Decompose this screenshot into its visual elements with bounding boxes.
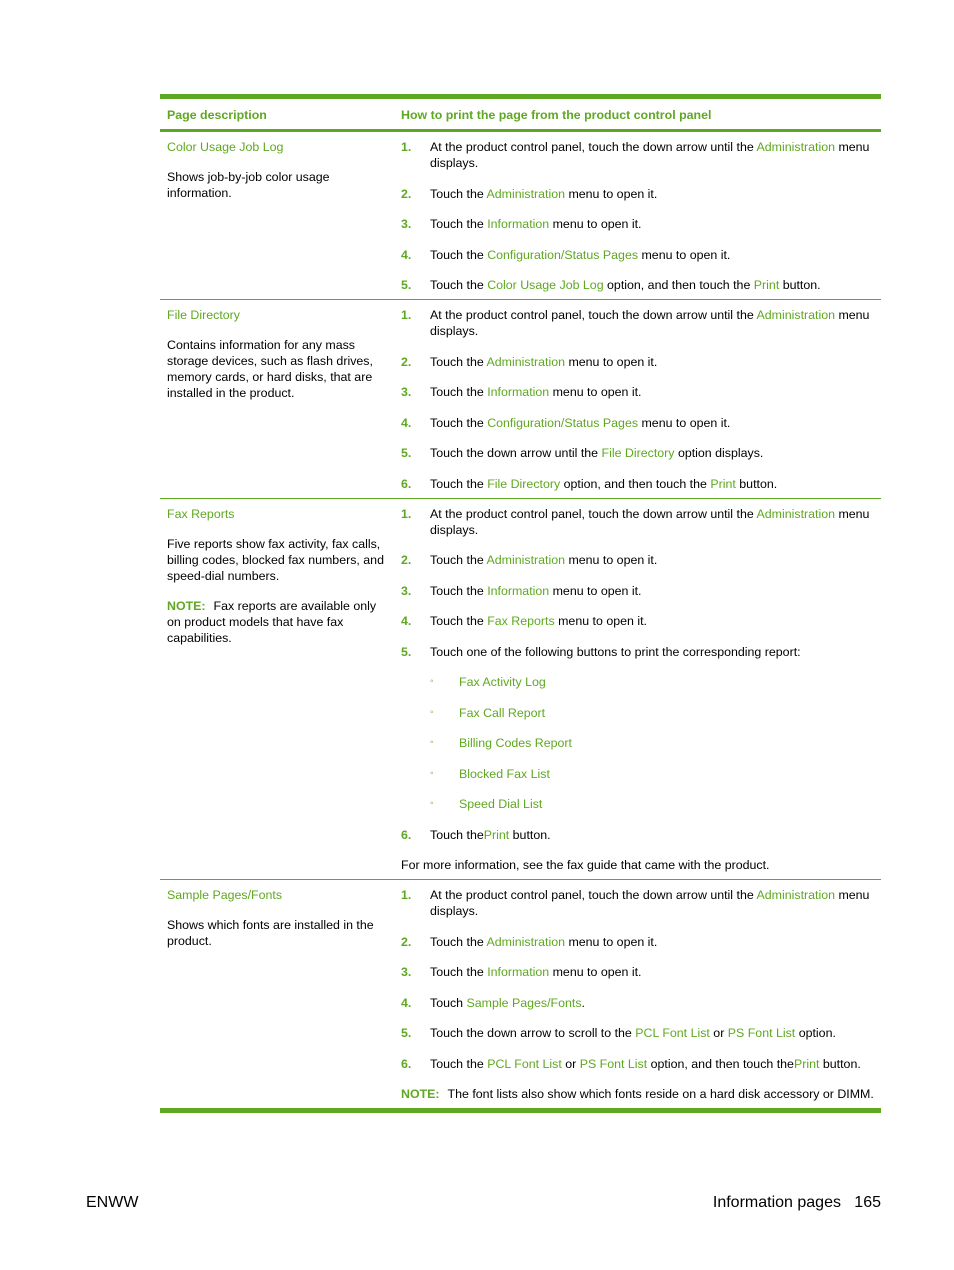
text-run: Touch the — [430, 415, 488, 430]
table-row — [160, 132, 881, 300]
step-number: 2. — [401, 934, 412, 949]
step-text — [430, 354, 877, 370]
text-run: option displays. — [674, 446, 764, 460]
text-run: button. — [779, 278, 821, 292]
menu-term: Administration — [756, 888, 836, 902]
step-number: 5. — [401, 1026, 412, 1040]
step-number: 1. — [401, 506, 412, 521]
page-description-cell — [160, 132, 395, 299]
menu-term: Administration — [486, 553, 566, 567]
description-paragraph — [167, 598, 389, 646]
text-run: menu to open it. — [549, 583, 642, 598]
text-run: button. — [735, 476, 778, 491]
table-header — [160, 99, 881, 132]
page-title: Fax Reports — [167, 506, 235, 521]
footer-page-label: Information pages 165 — [712, 1194, 881, 1211]
text-run: Shows which fonts are installed in the product. — [167, 918, 374, 948]
step-number: 5. — [401, 278, 412, 292]
step-text — [430, 476, 877, 492]
step-number: 5. — [401, 446, 412, 460]
menu-term: Administration — [756, 506, 836, 521]
menu-term: Print — [483, 827, 510, 842]
step-text — [430, 1056, 877, 1072]
text-run: Touch the down arrow until the — [430, 446, 602, 460]
footer-enww: ENWW — [86, 1194, 139, 1211]
text-run: For more information, see the fax guide that came with the product. — [401, 858, 770, 872]
report-list-item — [401, 796, 877, 812]
menu-term: Color Usage Job Log — [487, 278, 604, 292]
step-number: 2. — [401, 186, 412, 201]
text-run: Touch the — [430, 278, 488, 292]
instruction-step — [401, 247, 877, 263]
text-run: Touch the — [430, 614, 488, 628]
text-run: Touch the down arrow to scroll to the — [430, 1026, 636, 1040]
text-run: option, and then touch the — [647, 1056, 794, 1071]
menu-term: File Directory — [601, 446, 675, 460]
menu-term: PCL Font List — [487, 1056, 562, 1071]
step-text — [430, 552, 877, 568]
text-run: menu to open it. — [549, 217, 642, 231]
instruction-step — [401, 139, 877, 171]
text-run: Shows job-by-job color usage information. — [167, 170, 330, 200]
step-number: 4. — [401, 614, 412, 628]
description-paragraph — [167, 536, 389, 584]
text-run: Touch the — [430, 965, 488, 979]
step-text — [430, 186, 877, 202]
step-number: 5. — [401, 644, 412, 659]
report-name — [459, 735, 877, 751]
report-name — [459, 766, 877, 782]
menu-term: Information — [487, 583, 550, 598]
text-run: option, and then touch the — [560, 476, 711, 491]
header-how-to-print: How to print the page from the product control panel — [401, 107, 712, 122]
step-text — [430, 216, 877, 232]
step-text — [430, 415, 877, 431]
text-run: or — [561, 1056, 580, 1071]
menu-term: Fax Reports — [487, 614, 555, 628]
page-title: Sample Pages/Fonts — [167, 888, 283, 902]
text-run: Contains information for any mass storage devices, such as flash drives, memory cards, or hard disks, that are installed in the product. — [167, 338, 373, 400]
instruction-step — [401, 934, 877, 950]
text-run: Touch the — [430, 476, 488, 491]
page-title: Color Usage Job Log — [167, 140, 284, 154]
text-run: menu to open it. — [554, 614, 647, 628]
step-number: 3. — [401, 385, 412, 399]
menu-term: Administration — [756, 308, 836, 322]
instructions-cell — [395, 300, 881, 498]
text-run: menu to open it. — [549, 385, 642, 399]
table-bottom-rule — [160, 1108, 881, 1113]
text-run: At the product control panel, touch the down arrow until the — [430, 506, 757, 521]
description-paragraph — [167, 169, 389, 201]
step-number: 4. — [401, 995, 412, 1010]
menu-term: Print — [710, 476, 736, 491]
instruction-step — [401, 384, 877, 400]
page-description-cell — [160, 880, 395, 1108]
text-run: Touch the — [430, 934, 487, 949]
text-run: . — [581, 995, 585, 1010]
step-number: 1. — [401, 888, 412, 902]
table-body — [160, 132, 881, 1108]
step-text — [430, 445, 877, 461]
report-list-item — [401, 766, 877, 782]
text-run: Touch the — [430, 217, 488, 231]
note-label: NOTE: — [401, 1087, 440, 1101]
instruction-step — [401, 277, 877, 293]
bullet-icon: ◦ — [430, 706, 434, 718]
instruction-step — [401, 552, 877, 568]
page-title: File Directory — [167, 308, 240, 322]
instruction-step — [401, 1025, 877, 1041]
menu-term: Sample Pages/Fonts — [466, 995, 582, 1010]
text-run: option. — [795, 1026, 836, 1040]
instruction-step — [401, 476, 877, 492]
menu-term: File Directory — [487, 476, 561, 491]
step-text — [430, 247, 877, 263]
text-run: Touch the — [430, 553, 487, 567]
menu-term: Speed Dial List — [459, 797, 543, 811]
instruction-step — [401, 307, 877, 339]
step-number: 3. — [401, 217, 412, 231]
page-description-cell — [160, 499, 395, 880]
text-run: or — [709, 1026, 728, 1040]
bullet-icon: ◦ — [430, 676, 434, 687]
report-list-item — [401, 705, 877, 721]
text-run: At the product control panel, touch the down arrow until the — [430, 888, 757, 902]
text-run: Touch the — [430, 186, 487, 201]
instruction-step — [401, 415, 877, 431]
step-number: 6. — [401, 1056, 412, 1071]
step-text — [430, 887, 877, 919]
step-text — [430, 139, 877, 171]
instruction-note — [401, 857, 877, 873]
text-run: menu to open it. — [638, 247, 731, 262]
instruction-step — [401, 613, 877, 629]
text-run: button. — [819, 1056, 861, 1071]
step-text — [430, 1025, 877, 1041]
text-run: Touch one of the following buttons to print the corresponding report: — [430, 644, 801, 659]
step-number: 6. — [401, 827, 412, 842]
step-text — [430, 583, 877, 599]
menu-term: Fax Activity Log — [459, 675, 546, 689]
step-text — [430, 644, 877, 660]
step-text — [430, 506, 877, 538]
text-run: menu displays. — [430, 140, 870, 170]
bullet-icon: ◦ — [430, 798, 434, 809]
step-number: 2. — [401, 553, 412, 567]
instructions-cell — [395, 499, 881, 880]
instruction-note — [401, 1086, 877, 1102]
text-run: menu displays. — [430, 888, 870, 918]
step-number: 1. — [401, 308, 412, 322]
bullet-icon: ◦ — [430, 737, 434, 748]
text-run: Touch the — [430, 247, 488, 262]
menu-term: Information — [487, 965, 550, 979]
step-number: 4. — [401, 415, 412, 430]
instruction-step — [401, 445, 877, 461]
menu-term: Administration — [486, 186, 566, 201]
text-run: menu displays. — [430, 506, 870, 537]
text-run: At the product control panel, touch the down arrow until the — [430, 308, 757, 322]
instruction-step — [401, 354, 877, 370]
menu-term: Administration — [486, 934, 566, 949]
instructions-cell — [395, 132, 881, 299]
menu-term: Configuration/Status Pages — [487, 415, 639, 430]
instruction-step — [401, 644, 877, 660]
instruction-step — [401, 887, 877, 919]
instruction-step — [401, 186, 877, 202]
text-run: menu to open it. — [565, 354, 658, 369]
instruction-step — [401, 583, 877, 599]
text-run: The font lists also show which fonts reside on a hard disk accessory or DIMM. — [447, 1087, 874, 1101]
report-list-item — [401, 674, 877, 690]
header-page-description: Page description — [167, 107, 267, 122]
text-run: menu to open it. — [565, 934, 658, 949]
step-text — [430, 277, 877, 293]
text-run: button. — [509, 827, 551, 842]
menu-term: Information — [487, 385, 550, 399]
note-label: NOTE: — [167, 598, 206, 613]
menu-term: Blocked Fax List — [459, 766, 550, 781]
menu-term: Administration — [486, 354, 566, 369]
report-name — [459, 796, 877, 812]
text-run: At the product control panel, touch the down arrow until the — [430, 140, 757, 154]
instruction-step — [401, 506, 877, 538]
step-text — [430, 613, 877, 629]
menu-term: Print — [753, 278, 780, 292]
description-paragraph — [167, 337, 389, 401]
step-text — [430, 964, 877, 980]
menu-term: Billing Codes Report — [459, 736, 572, 750]
step-number: 4. — [401, 247, 412, 262]
text-run: menu to open it. — [565, 553, 658, 567]
menu-term: Print — [793, 1056, 820, 1071]
info-pages-table — [160, 94, 881, 1113]
menu-term: Information — [487, 217, 550, 231]
menu-term: Fax Call Report — [459, 705, 546, 720]
text-run: Touch the — [430, 827, 484, 842]
instruction-step — [401, 216, 877, 232]
menu-term: PCL Font List — [635, 1026, 710, 1040]
text-run: menu displays. — [430, 308, 870, 338]
page-description-cell — [160, 300, 395, 498]
table-row — [160, 300, 881, 499]
step-text — [430, 307, 877, 339]
text-run: Touch — [430, 995, 467, 1010]
instruction-step — [401, 964, 877, 980]
menu-term: Administration — [756, 140, 836, 154]
step-number: 3. — [401, 965, 412, 979]
text-run: menu to open it. — [565, 186, 658, 201]
text-run: Five reports show fax activity, fax calls, billing codes, blocked fax numbers, and speed-dial numbers. — [167, 536, 384, 583]
text-run: Touch the — [430, 583, 488, 598]
text-run: menu to open it. — [549, 965, 642, 979]
step-number: 1. — [401, 140, 412, 154]
step-number: 6. — [401, 476, 412, 491]
table-row — [160, 499, 881, 881]
menu-term: PS Font List — [579, 1056, 648, 1071]
step-text — [430, 384, 877, 400]
text-run: option, and then touch the — [603, 278, 754, 292]
text-run: Touch the — [430, 385, 488, 399]
instruction-step — [401, 827, 877, 843]
report-name — [459, 705, 877, 721]
table-row — [160, 880, 881, 1108]
step-number: 3. — [401, 583, 412, 598]
menu-term: Configuration/Status Pages — [487, 247, 639, 262]
step-number: 2. — [401, 354, 412, 369]
step-text — [430, 995, 877, 1011]
text-run: Fax reports are available only on product models that have fax capabilities. — [167, 598, 377, 645]
text-run: Touch the — [430, 354, 487, 369]
menu-term: PS Font List — [727, 1026, 796, 1040]
instructions-cell — [395, 880, 881, 1108]
step-text — [430, 827, 877, 843]
text-run: Touch the — [430, 1056, 488, 1071]
report-list-item — [401, 735, 877, 751]
instruction-step — [401, 995, 877, 1011]
bullet-icon: ◦ — [430, 767, 434, 779]
instruction-step — [401, 1056, 877, 1072]
text-run: menu to open it. — [638, 415, 731, 430]
report-name — [459, 674, 877, 690]
step-text — [430, 934, 877, 950]
description-paragraph — [167, 917, 389, 949]
